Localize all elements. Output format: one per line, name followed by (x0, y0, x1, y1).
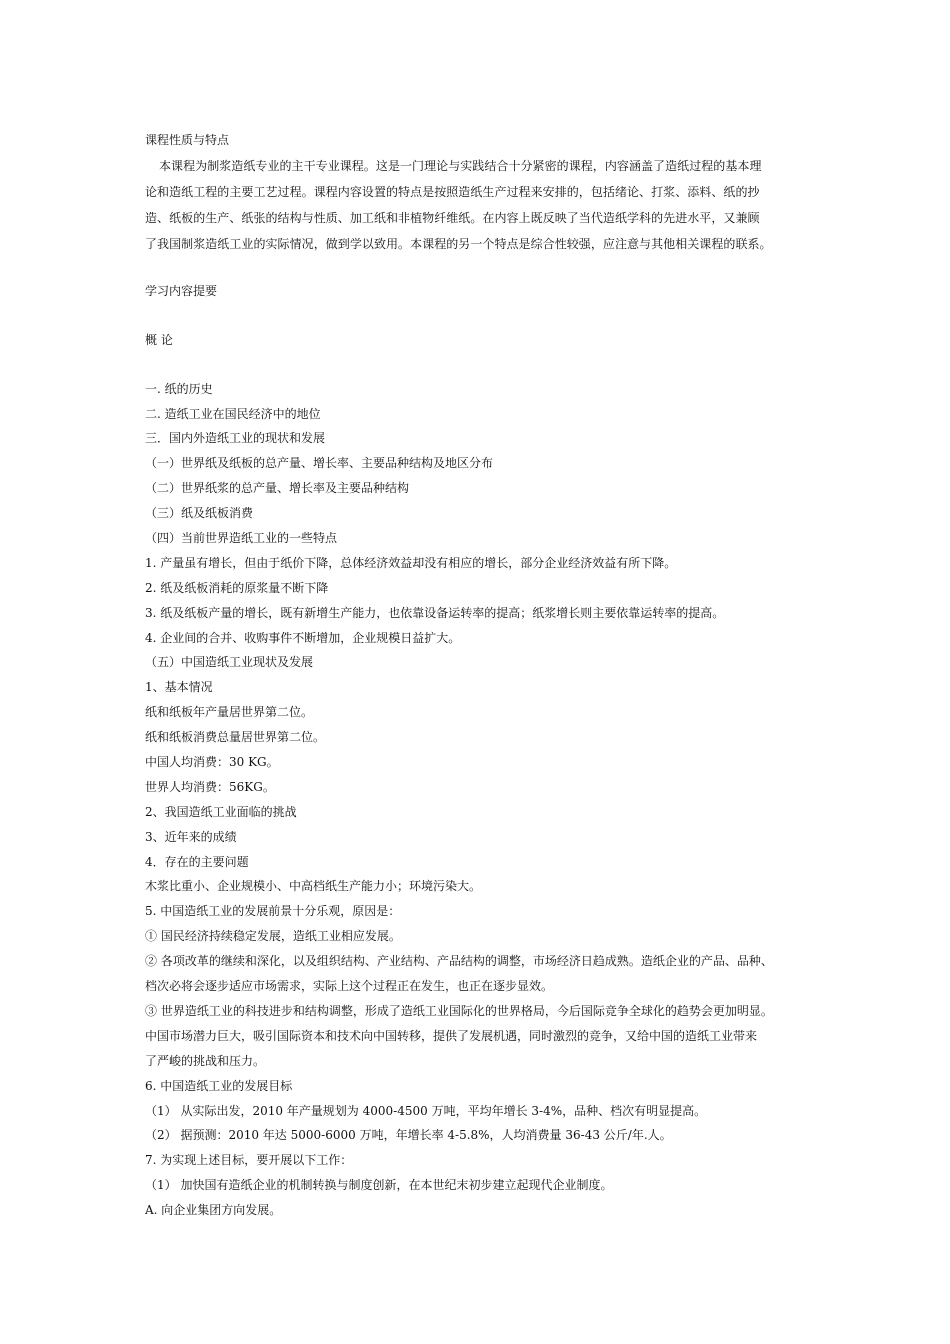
list-item: （三）纸及纸板消费 (145, 506, 254, 521)
list-item: 一. 纸的历史 (145, 381, 213, 396)
list-item: 6. 中国造纸工业的发展目标 (145, 1078, 293, 1093)
list-item: 2、我国造纸工业面临的挑战 (145, 804, 297, 819)
list-item: 档次必将会逐步适应市场需求，实际上这个过程正在发生，也正在逐步显效。 (145, 979, 554, 994)
section-title: 课程性质与特点 (145, 133, 230, 147)
list-item: （二）世界纸浆的总产量、增长率及主要品种结构 (145, 481, 410, 496)
list-item: 了严峻的挑战和压力。 (145, 1053, 266, 1068)
list-item: 5. 中国造纸工业的发展前景十分乐观，原因是： (145, 904, 401, 919)
list-item: ② 各项改革的继续和深化，以及组织结构、产业结构、产品结构的调整，市场经济日趋成熟。造纸企业的产品、品种、 (145, 954, 773, 969)
content-list (145, 377, 817, 1223)
list-item: 2. 纸及纸板消耗的原浆量不断下降 (145, 580, 329, 595)
list-item: 3. 纸及纸板产量的增长，既有新增生产能力，也依靠设备运转率的提高；纸浆增长则主要依靠运转率的提高。 (145, 605, 725, 620)
list-item: （五）中国造纸工业现状及发展 (145, 655, 314, 670)
list-item: 二. 造纸工业在国民经济中的地位 (145, 406, 321, 421)
list-item: 世界人均消费：56KG。 (145, 779, 275, 794)
list-item: ① 国民经济持续稳定发展，造纸工业相应发展。 (145, 929, 401, 944)
list-item: （四）当前世界造纸工业的一些特点 (145, 531, 338, 546)
list-item: （1） 加快国有造纸企业的机制转换与制度创新，在本世纪末初步建立起现代企业制度。 (145, 1178, 613, 1193)
list-item: 4．存在的主要问题 (145, 854, 249, 869)
list-item: （2） 据预测：2010 年达 5000-6000 万吨，年增长率 4-5.8%，人均消费量 36-43 公斤/年.人。 (145, 1128, 672, 1143)
intro-line: 论和造纸工程的主要工艺过程。课程内容设置的特点是按照造纸生产过程来安排的，包括绪论、打浆、添料、纸的抄 (145, 184, 760, 199)
list-item: 4. 企业间的合并、收购事件不断增加，企业规模日益扩大。 (145, 630, 461, 645)
list-item: （1） 从实际出发，2010 年产量规划为 4000-4500 万吨，平均年增长 3-4%，品种、档次有明显提高。 (145, 1103, 707, 1118)
list-item: 中国人均消费：30 KG。 (145, 755, 279, 770)
list-item: 三．国内外造纸工业的现状和发展 (145, 431, 326, 446)
list-item: 1、基本情况 (145, 680, 213, 695)
list-item: ③ 世界造纸工业的科技进步和结构调整，形成了造纸工业国际化的世界格局，今后国际竞争全球化的趋势会更加明显。 (145, 1003, 773, 1018)
list-item: 木浆比重小、企业规模小、中高档纸生产能力小；环境污染大。 (145, 879, 482, 894)
intro-line: 了我国制浆造纸工业的实际情况，做到学以致用。本课程的另一个特点是综合性较强，应注意与其他相关课程的联系。 (145, 236, 772, 251)
list-item: 7. 为实现上述目标，要开展以下工作： (145, 1153, 353, 1168)
intro-paragraph (145, 153, 817, 257)
intro-line: 造、纸板的生产、纸张的结构与性质、加工纸和非植物纤维纸。在内容上既反映了当代造纸学科的先进水平，又兼顾 (145, 210, 760, 225)
study-heading: 学习内容提要 (145, 283, 218, 298)
list-item: A. 向企业集团方向发展。 (145, 1203, 282, 1218)
list-item: 纸和纸板年产量居世界第二位。 (145, 705, 314, 720)
list-item: 纸和纸板消费总量居世界第二位。 (145, 730, 326, 745)
list-item: 1. 产量虽有增长，但由于纸价下降，总体经济效益却没有相应的增长，部分企业经济效益有所下降。 (145, 555, 677, 570)
overview-heading: 概 论 (145, 332, 173, 347)
list-item: （一）世界纸及纸板的总产量、增长率、主要品种结构及地区分布 (145, 456, 494, 471)
intro-line: 本课程为制浆造纸专业的主干专业课程。这是一门理论与实践结合十分紧密的课程，内容涵盖了造纸过程的基本理 (159, 158, 762, 173)
document-page (145, 128, 817, 1223)
list-item: 3、近年来的成绩 (145, 829, 237, 844)
list-item: 中国市场潜力巨大，吸引国际资本和技术向中国转移，提供了发展机遇，同时激烈的竞争，又给中国的造纸工业带来 (145, 1028, 758, 1043)
